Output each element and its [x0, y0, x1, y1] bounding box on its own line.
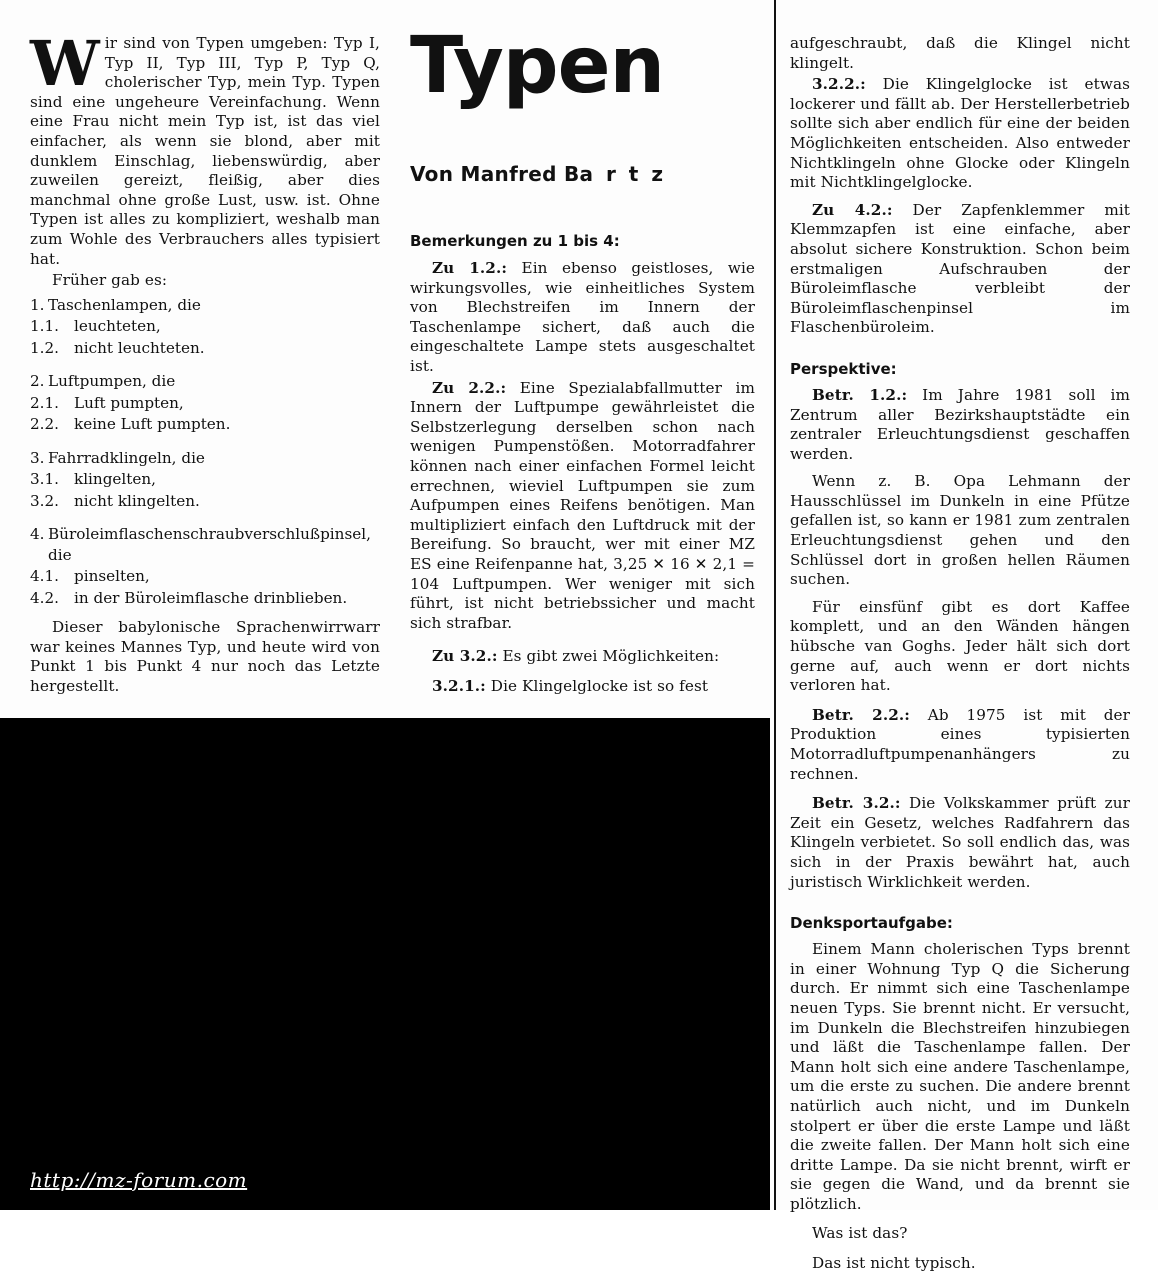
paragraph-text: Die Volkskammer prüft zur Zeit ein Gesetz, welches Radfahrern das Klingeln verbietet. So soll endlich das, was sich in der Praxis bewährt hat, auch juristisch Wirklichkeit werden. [790, 794, 1130, 891]
list-item-number: 3.1. [30, 470, 59, 489]
list-item-number: 4.2. [30, 588, 59, 607]
body-paragraph [790, 1224, 1130, 1244]
list-item [30, 448, 380, 469]
paragraph-text: Es gibt zwei Möglichkeiten: [497, 647, 720, 666]
list-item-number: 1. [30, 295, 45, 314]
list-item-number: 4.1. [30, 567, 59, 586]
list-item-label: Taschenlampen, die [48, 295, 201, 314]
byline [410, 162, 755, 186]
body-paragraph [790, 794, 1130, 892]
paragraph-text: Der Zapfenklemmer mit Klemmzapfen ist eine einfache, aber absolut sichere Konstruktion. Schon beim erstmaligen Aufschrauben der Büroleimflasche verbleibt der Büroleimflaschenpinsel im Flaschenbüroleim. [790, 200, 1130, 337]
column-two [410, 0, 755, 698]
section-heading-denksportaufgabe: Denksportaufgabe: [790, 914, 953, 933]
list-gap [30, 436, 380, 448]
paragraph-lead: Zu 2.2.: [432, 378, 507, 397]
list-item-label: klingelten, [74, 470, 156, 489]
list-item-label: Büroleimflaschenschraubverschlußpinsel, die [48, 525, 371, 564]
body-paragraph [790, 201, 1130, 338]
paragraph-lead: Zu 3.2.: [432, 647, 498, 666]
list-item-label: keine Luft pumpten. [74, 415, 231, 434]
column-three [790, 0, 1130, 1276]
paragraph-lead: Zu 1.2.: [432, 259, 508, 277]
list-item-label: Luftpumpen, die [48, 372, 176, 391]
column-one [30, 0, 380, 699]
body-paragraph [790, 75, 1130, 193]
body-paragraph [790, 706, 1130, 784]
paragraph-text: Was ist das? [812, 1224, 908, 1243]
list-item-label: pinselten, [74, 567, 150, 586]
page-title: Typen [410, 21, 665, 111]
list-item-label: nicht klingelten. [74, 491, 200, 510]
paragraph-text: Ab 1975 ist mit der Produktion eines typisierten Motorradluftpumpenanhängers zu rechnen. [790, 705, 1130, 783]
paragraph-lead: Betr. 3.2.: [812, 794, 901, 813]
list-item-number: 3.2. [30, 491, 59, 510]
list-item-number: 4. [30, 525, 45, 544]
paragraph-lead: Betr. 1.2.: [812, 385, 908, 404]
list-item [30, 414, 380, 435]
body-paragraph [790, 1254, 1130, 1274]
list-item [30, 491, 380, 512]
list-item [30, 588, 380, 609]
blank-image-area [0, 718, 770, 1210]
paragraph-text: Eine Spezialabfallmutter im Innern der Luftpumpe gewährleistet die Selbstzerlegung derselben schon nach wenigen Pumpenstößen. Motorradfahrer können nach einer einfachen Formel leicht errechnen, wieviel Luftpumpen sie zum Aufpumpen eines Reifens benötigen. Man multipliziert einfach den Luftdruck mit der Bereifung. So braucht, wer mit einer MZ ES eine Reifenpanne hat, 3,25 ✕ 16 ✕ 2,1 = 104 Luftpumpen. Wer weniger mit sich führt, ist nicht betriebssicher und macht sich strafbar. [410, 378, 755, 632]
continuation-paragraph: aufgeschraubt, daß die Klingel nicht klingelt. [790, 34, 1130, 72]
paragraph-text: Die Klingelglocke ist etwas lockerer und fällt ab. Der Herstellerbetrieb sollte sich aber endlich für eine der beiden Möglichkeiten entscheiden. Also entweder Nichtklingeln ohne Glocke oder Klingeln mit Nichtklingelglocke. [790, 75, 1130, 192]
list-item [30, 338, 380, 359]
list-item [30, 371, 380, 392]
paragraph-lead: 3.2.1.: [432, 676, 486, 695]
closing-paragraph: Dieser babylonische Sprachenwirrwarr war keines Mannes Typ, und heute wird von Punkt 1 bis Punkt 4 nur noch das Letzte hergestellt. [30, 618, 380, 695]
list-item-number: 1.1. [30, 317, 59, 336]
paragraph-text: Für einsfünf gibt es dort Kaffee komplett, und an den Wänden hängen hübsche van Goghs. Jeder hält sich dort gerne auf, auch wenn er dort nichts verloren hat. [790, 597, 1130, 695]
list-item [30, 469, 380, 490]
paragraph-text: Im Jahre 1981 soll im Zentrum aller Bezirkshauptstädte ein zentraler Erleuchtungsdienst geschaffen werden. [790, 385, 1130, 463]
paragraph-text: Einem Mann cholerischen Typs brennt in einer Wohnung Typ Q die Sicherung durch. Er nimmt sich eine Taschenlampe neuen Typs. Sie brennt nicht. Er versucht, im Dunkeln die Blechstreifen hinzubiegen und läßt die Taschenlampe fallen. Der Mann holt sich eine andere Taschenlampe, um die erste zu suchen. Die andere brennt natürlich auch nicht, und im Dunkeln stolpert er über die erste Lampe und läßt die zweite fallen. Der Mann holt sich eine dritte Lampe. Da sie nicht brennt, wirft er sie gegen die Wand, und da brennt sie plötzlich. [790, 940, 1130, 1213]
paragraph-lead: Zu 4.2.: [812, 200, 893, 219]
body-paragraph [410, 259, 755, 377]
paragraph-text: Wenn z. B. Opa Lehmann der Hausschlüssel im Dunkeln in eine Pfütze gefallen ist, so kann er 1981 zum zentralen Erleuchtungsdienst gehen und den Schlüssel dort in großen hellen Räumen suchen. [790, 472, 1130, 589]
section-heading-perspektive: Perspektive: [790, 359, 897, 378]
paragraph-text: Ein ebenso geistloses, wie wirkungsvolles, wie einheitliches System von Blechstreifen im Innern der Taschenlampe sichert, daß auch die eingeschaltete Lampe stets ausgeschaltet ist. [410, 259, 755, 375]
paragraph-text: Das ist nicht typisch. [812, 1254, 976, 1273]
intro-paragraph [30, 27, 380, 269]
list-item-number: 2.1. [30, 393, 59, 412]
column-divider-rule [774, 0, 776, 1210]
body-paragraph [790, 598, 1130, 696]
list-item-label: in der Büroleimflasche drinblieben. [74, 588, 348, 607]
body-paragraph [790, 472, 1130, 590]
list-item-label: Luft pumpten, [74, 393, 184, 412]
list-item-number: 1.2. [30, 338, 59, 357]
list-item [30, 566, 380, 587]
body-paragraph [410, 647, 755, 667]
body-paragraph [790, 940, 1130, 1214]
byline-author-spaced: a r t z [579, 162, 666, 186]
paragraph-lead: 3.2.2.: [812, 75, 866, 94]
list-item-label: nicht leuchteten. [74, 338, 205, 357]
paragraph-lead: Betr. 2.2.: [812, 705, 910, 724]
body-paragraph [790, 386, 1130, 464]
list-item-label: Fahrradklingeln, die [48, 448, 205, 467]
paragraph-text: Die Klingelglocke ist so fest [485, 676, 709, 695]
watermark-url [30, 1168, 247, 1192]
body-paragraph [410, 677, 755, 697]
list-item [30, 393, 380, 414]
drop-cap-letter: W [30, 27, 100, 100]
list-gap [30, 512, 380, 524]
typen-list [30, 295, 380, 609]
list-item [30, 524, 380, 565]
watermark-text: http://mz-forum.com [30, 1168, 248, 1192]
list-item [30, 295, 380, 316]
list-item-number: 3. [30, 448, 45, 467]
list-item-label: leuchteten, [74, 317, 161, 336]
body-paragraph [410, 379, 755, 634]
list-item-number: 2. [30, 372, 45, 391]
list-item-number: 2.2. [30, 415, 59, 434]
intro-text: ir sind von Typen umgeben: Typ I, Typ II, Typ III, Typ P, Typ Q, cholerischer Typ, mein Typ. Typen sind eine ungeheure Vereinfachung. Wenn eine Frau nicht mein Typ ist, ist das viel einfacher, als wenn sie blond, aber mit dunklem Einschlag, liebenswürdig, aber zuweilen gereizt, fleißig, aber dies manchmal ohne große Lust, usw. ist. Ohne Typen ist alles zu kompliziert, weshalb man zum Wohle des Verbrauchers alles typisiert hat. [30, 34, 380, 268]
byline-prefix: Von Manfred B [410, 162, 580, 186]
section-heading-bemerkungen: Bemerkungen zu 1 bis 4: [410, 232, 620, 250]
list-gap [30, 359, 380, 371]
list-intro-line: Früher gab es: [52, 271, 168, 290]
list-item [30, 316, 380, 337]
